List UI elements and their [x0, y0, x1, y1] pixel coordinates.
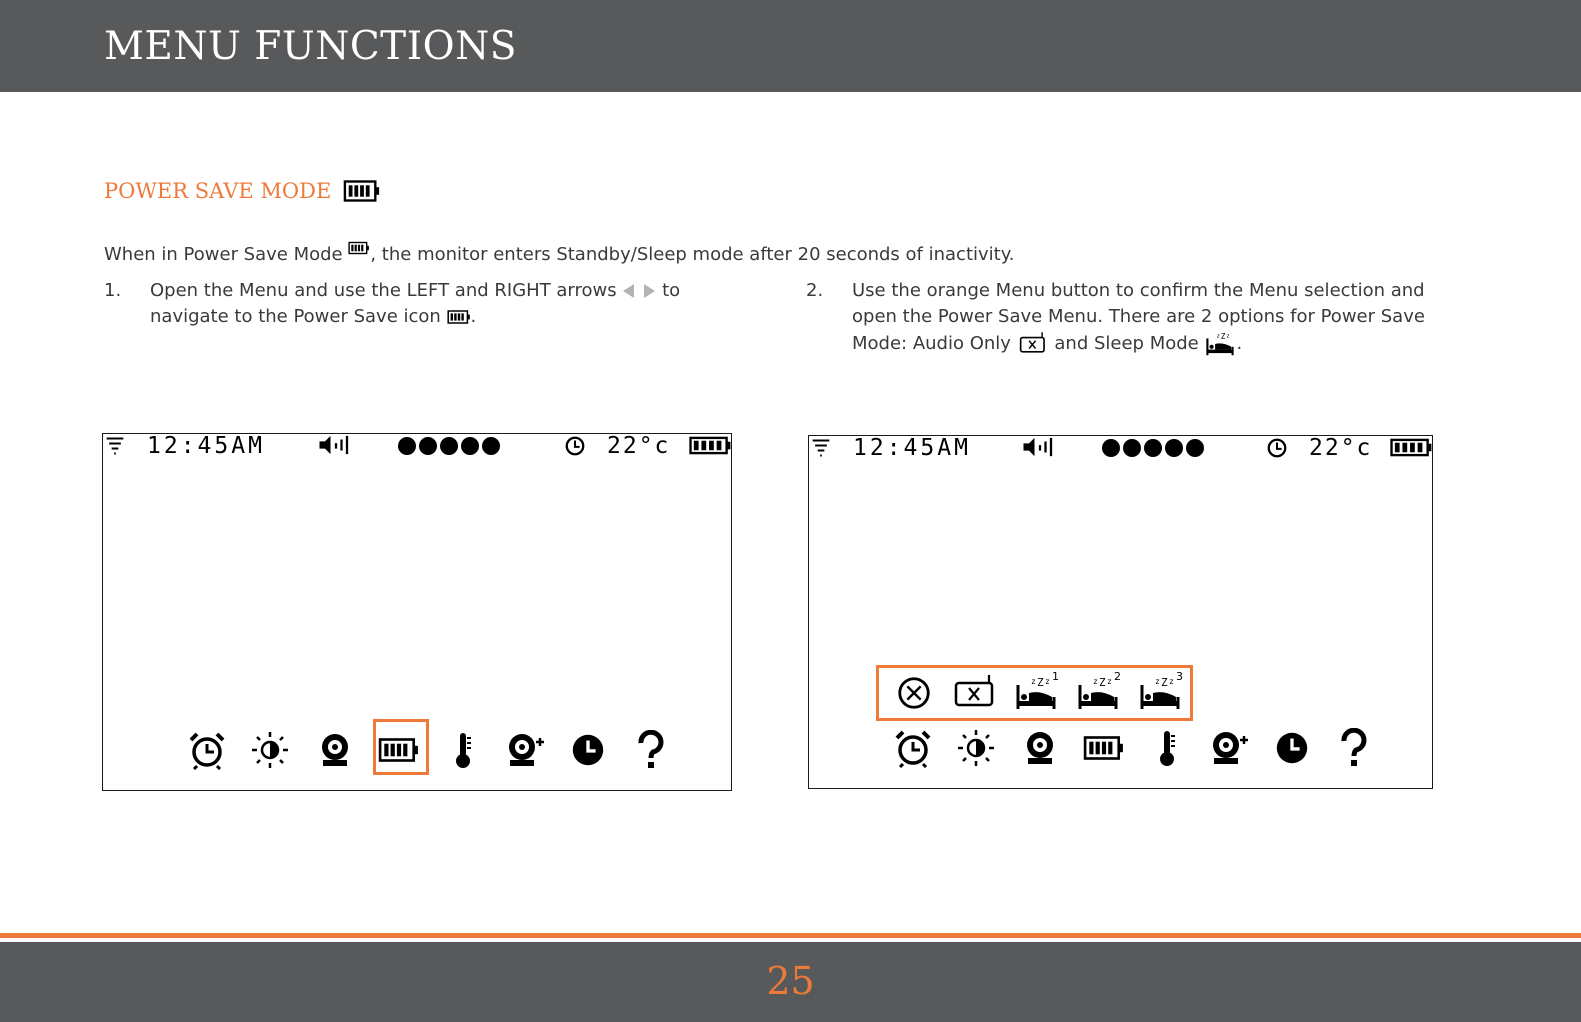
add-camera-icon — [505, 730, 545, 770]
section-heading — [104, 178, 381, 204]
menu-item-brightness[interactable] — [245, 725, 295, 775]
step-number: 1. — [104, 280, 122, 301]
off-icon — [895, 674, 933, 712]
help-icon — [631, 730, 671, 770]
status-temperature: 22°c — [607, 433, 671, 459]
timer-icon — [564, 435, 586, 457]
battery-icon — [343, 178, 381, 204]
camera-icon — [1020, 728, 1060, 768]
menu-item-alarm[interactable] — [888, 723, 938, 773]
add-camera-icon — [1209, 728, 1249, 768]
main-menu-bar — [182, 725, 682, 775]
option-sleep-mode-3[interactable] — [1135, 668, 1185, 718]
clock-icon — [569, 731, 607, 769]
audio-only-icon — [1017, 331, 1049, 357]
option-number: 3 — [1176, 670, 1183, 683]
signal-icon — [811, 438, 831, 458]
step-text-part: Use the orange Menu button to confirm the Menu selection and open the Power Save Menu. There are 2 options for Power Save Mode: Audio Only — [852, 280, 1425, 354]
sleep-mode-icon — [1204, 330, 1236, 358]
menu-item-clock[interactable] — [563, 725, 613, 775]
status-time: 12:45AM — [147, 433, 265, 459]
step-text-part: . — [1236, 333, 1243, 354]
option-audio-only[interactable] — [950, 668, 1000, 718]
menu-item-alarm[interactable] — [182, 725, 232, 775]
step-1 — [104, 278, 744, 338]
signal-icon — [105, 436, 125, 456]
section-title: POWER SAVE MODE — [104, 179, 332, 203]
status-temperature: 22°c — [1309, 435, 1373, 461]
menu-item-clock[interactable] — [1267, 723, 1317, 773]
speaker-volume-icon — [1021, 436, 1059, 458]
menu-item-camera[interactable] — [310, 725, 360, 775]
option-sleep-mode-1[interactable] — [1011, 668, 1061, 718]
timer-icon — [1266, 437, 1288, 459]
volume-level-dots — [1101, 437, 1205, 459]
camera-icon — [315, 730, 355, 770]
help-icon — [1334, 728, 1374, 768]
page-title: MENU FUNCTIONS — [104, 24, 517, 69]
battery-icon — [689, 436, 731, 455]
step-text-part: Open the Menu and use the LEFT and RIGHT arrows — [150, 280, 623, 301]
step-text — [852, 278, 1464, 358]
audio-only-icon — [953, 673, 997, 713]
speaker-volume-icon — [317, 434, 355, 456]
footer-divider — [0, 933, 1581, 938]
selection-highlight — [373, 719, 429, 775]
thermometer-icon — [1147, 728, 1187, 768]
intro-paragraph — [104, 240, 1015, 265]
clock-icon — [1273, 729, 1311, 767]
step-2 — [806, 278, 1466, 364]
option-sleep-mode-2[interactable] — [1073, 668, 1123, 718]
alarm-icon — [893, 728, 933, 768]
menu-item-help[interactable] — [626, 725, 676, 775]
step-text-part: . — [470, 306, 477, 327]
page-number: 25 — [766, 959, 815, 1003]
thermometer-icon — [443, 730, 483, 770]
menu-item-camera[interactable] — [1015, 723, 1065, 773]
battery-icon — [447, 308, 471, 326]
step-text — [150, 278, 730, 330]
monitor-screen-1 — [102, 433, 732, 791]
status-bar — [809, 436, 1432, 462]
step-number: 2. — [806, 280, 824, 301]
battery-icon — [1083, 733, 1125, 763]
left-right-arrows-icon — [622, 282, 656, 300]
monitor-screen-2 — [808, 435, 1433, 789]
step-text-part: to navigate to the Power Save icon — [150, 280, 681, 327]
brightness-icon — [250, 730, 290, 770]
alarm-icon — [187, 730, 227, 770]
menu-item-help[interactable] — [1329, 723, 1379, 773]
option-number: 2 — [1114, 670, 1121, 683]
menu-item-add-camera[interactable] — [500, 725, 550, 775]
intro-text-end: , the monitor enters Standby/Sleep mode after 20 seconds of inactivity. — [370, 244, 1015, 265]
battery-icon — [348, 240, 370, 256]
step-text-part: and Sleep Mode — [1048, 333, 1205, 354]
menu-item-add-camera[interactable] — [1204, 723, 1254, 773]
intro-text-start: When in Power Save Mode — [104, 244, 349, 265]
menu-item-power-save[interactable] — [1079, 723, 1129, 773]
menu-item-temperature[interactable] — [438, 725, 488, 775]
menu-item-temperature[interactable] — [1142, 723, 1192, 773]
option-off[interactable] — [889, 668, 939, 718]
brightness-icon — [956, 728, 996, 768]
status-bar — [103, 434, 731, 460]
power-save-options — [889, 668, 1189, 718]
main-menu-bar — [888, 723, 1388, 773]
menu-item-brightness[interactable] — [951, 723, 1001, 773]
option-number: 1 — [1052, 670, 1059, 683]
battery-icon — [1390, 438, 1432, 457]
volume-level-dots — [397, 435, 501, 457]
status-time: 12:45AM — [853, 435, 971, 461]
header-bar — [0, 0, 1581, 92]
